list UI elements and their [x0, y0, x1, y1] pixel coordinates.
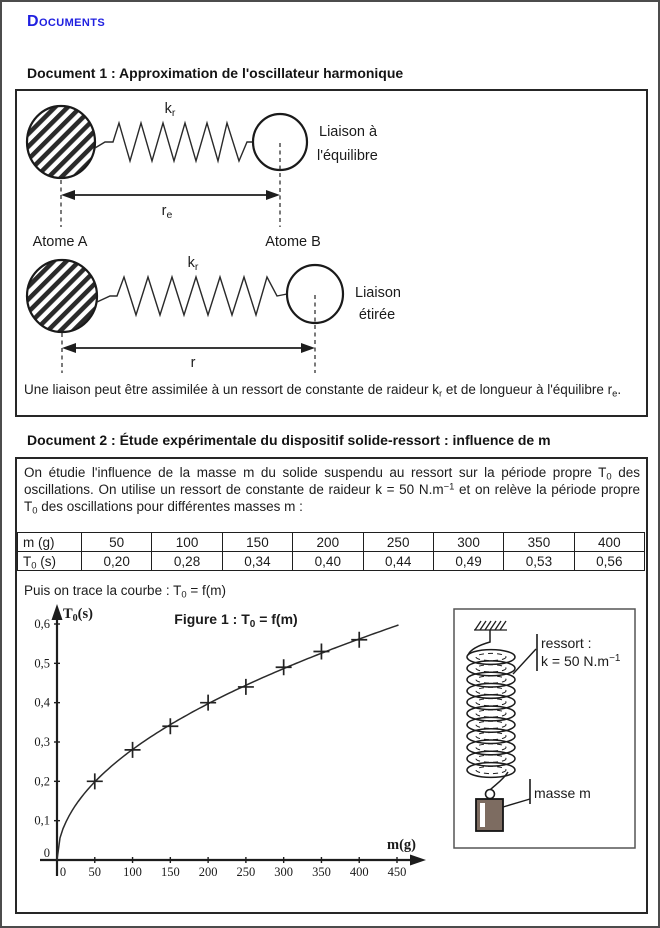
- spring-callout-line2: k = 50 $N.m^{-1}$: [541, 653, 621, 669]
- svg-text:0,1: 0,1: [34, 813, 50, 828]
- mass-cell: 250: [363, 533, 433, 552]
- svg-text:300: 300: [274, 865, 294, 879]
- mass-cell: 350: [504, 533, 574, 552]
- mass-cell: 150: [222, 533, 292, 552]
- page-title: Documents: [27, 13, 106, 30]
- mass-block-highlight: [480, 803, 485, 827]
- spring-constant-label: $k_r$: [164, 101, 176, 119]
- svg-text:0,5: 0,5: [34, 656, 50, 671]
- atom-a-hatched-circle: [27, 106, 95, 178]
- arrowhead-left: [61, 190, 75, 200]
- state-stretched-line1: Liaison: [355, 285, 401, 301]
- arrowhead-left-2: [62, 343, 76, 353]
- doc2-panel: [15, 457, 648, 914]
- arrowhead-right: [266, 190, 280, 200]
- arrowhead-right-2: [301, 343, 315, 353]
- mass-callout-label: masse m: [534, 785, 591, 801]
- svg-text:Figure 1 : T0 = f(m): Figure 1 : $T_0 = f(m)$: [174, 611, 298, 630]
- diagram-stretched: [27, 255, 401, 373]
- period-cell: 0,56: [574, 552, 644, 571]
- state-label-line1: Liaison à: [319, 124, 378, 140]
- hook-icon: [486, 790, 495, 799]
- atom-b-label: Atome B: [265, 234, 321, 250]
- svg-text:m(g): m(g): [387, 837, 416, 853]
- period-cell: 0,49: [433, 552, 503, 571]
- stretched-length-label: r: [190, 355, 196, 371]
- period-row-label: $T_0$ (s): [18, 552, 82, 571]
- atom-a-hatched-circle-2: [27, 260, 97, 332]
- mass-cell: 300: [433, 533, 503, 552]
- svg-text:350: 350: [312, 865, 331, 879]
- svg-text:400: 400: [349, 865, 369, 879]
- doc1-panel: [15, 89, 648, 417]
- period-cell: 0,53: [504, 552, 574, 571]
- svg-text:50: 50: [88, 865, 102, 879]
- svg-text:0,4: 0,4: [34, 695, 50, 710]
- svg-text:200: 200: [198, 865, 218, 879]
- svg-text:0: 0: [43, 846, 50, 860]
- spring-zigzag-icon-2: [97, 277, 287, 315]
- mass-row-label: m (g): [18, 533, 82, 552]
- equilibrium-length-label: $r_e$: [161, 203, 173, 221]
- mass-cell: 400: [574, 533, 644, 552]
- svg-text:100: 100: [123, 865, 142, 879]
- table-row-mass: [18, 533, 645, 552]
- svg-text:450: 450: [387, 865, 407, 879]
- period-cell: 0,28: [152, 552, 222, 571]
- spring-mass-apparatus: [453, 608, 637, 850]
- figure1-chart: [18, 600, 448, 902]
- svg-text:0: 0: [59, 865, 67, 879]
- period-cell: 0,20: [82, 552, 152, 571]
- svg-text:T0(s): $T_0(s)$: [63, 606, 93, 624]
- doc2-heading: Document 2 : Étude expérimentale du dispositif solide-ressort : influence de m: [27, 432, 551, 448]
- doc1-caption: Une liaison peut être assimilée à un ressort de constante de raideur $k_r$ et de longueur à l'équilibre $r_e$.: [24, 382, 622, 400]
- measurements-table: [17, 532, 645, 571]
- svg-text:0,3: 0,3: [34, 735, 50, 749]
- spring-zigzag-icon: [95, 123, 254, 161]
- spring-constant-label-2: $k_r$: [187, 255, 199, 273]
- period-cell: 0,34: [222, 552, 292, 571]
- doc2-intro: On étudie l'influence de la masse m du solide suspendu au ressort sur la période propre $T_0$ des oscillations. On utilise un ressort de constante de raideur k = 50 $N.m^{-1}$ et on relève la période propre $T_0$ des oscillations pour différentes masses m :: [24, 465, 640, 517]
- trace-sentence: Puis on trace la courbe : $T_0 = f(m)$: [24, 583, 226, 601]
- molecule-spring-diagram: [17, 91, 646, 379]
- period-cell: 0,40: [293, 552, 363, 571]
- table-row-period: [18, 552, 645, 571]
- atom-a-label: Atome A: [32, 234, 88, 250]
- atom-b-circle-2: [287, 265, 343, 323]
- state-stretched-line2: étirée: [358, 307, 396, 323]
- diagram-equilibrium: [27, 101, 378, 250]
- svg-text:150: 150: [160, 865, 180, 879]
- spring-callout-line1: ressort :: [541, 635, 592, 651]
- mass-cell: 100: [152, 533, 222, 552]
- svg-text:0,6: 0,6: [34, 617, 50, 631]
- svg-text:250: 250: [236, 865, 256, 879]
- period-cell: 0,44: [363, 552, 433, 571]
- state-label-line2: l'équilibre: [317, 148, 378, 164]
- doc1-heading: Document 1 : Approximation de l'oscillateur harmonique: [27, 65, 404, 81]
- mass-cell: 200: [293, 533, 363, 552]
- svg-text:0,2: 0,2: [34, 774, 50, 789]
- mass-cell: 50: [82, 533, 152, 552]
